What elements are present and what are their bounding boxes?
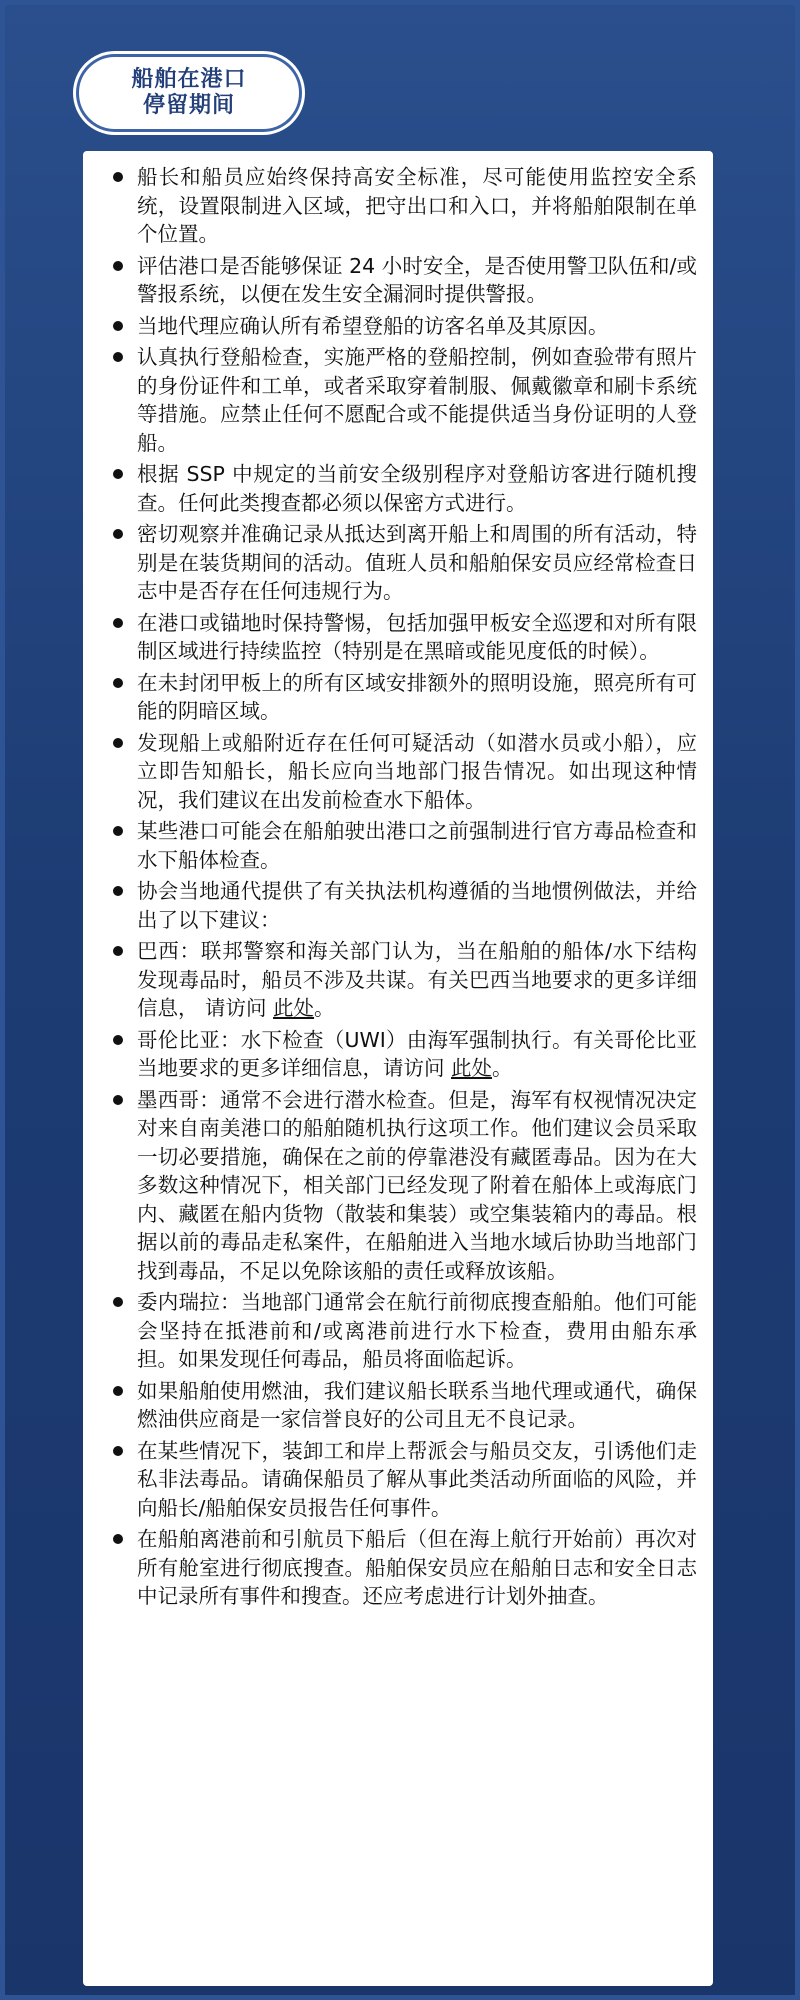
- item-text: 船长和船员应始终保持高安全标准，尽可能使用监控安全系统，设置限制进入区域，把守出口和入口，并将船舶限制在单个位置。: [137, 165, 697, 246]
- list-item: [111, 1377, 697, 1434]
- list-item: [111, 312, 697, 341]
- item-text: 认真执行登船检查，实施严格的登船控制，例如查验带有照片的身份证件和工单，或者采取穿着制服、佩戴徽章和刷卡系统等措施。应禁止任何不愿配合或不能提供适当身份证明的人登船。: [137, 345, 697, 455]
- item-text: 委内瑞拉：当地部门通常会在航行前彻底搜查船舶。他们可能会坚持在抵港前和/或离港前进行水下检查，费用由船东承担。如果发现任何毒品，船员将面临起诉。: [137, 1290, 697, 1371]
- item-text: 评估港口是否能够保证 24 小时安全，是否使用警卫队伍和/或警报系统，以便在发生安全漏洞时提供警报。: [137, 253, 697, 306]
- content-panel: [83, 151, 713, 1986]
- list-item: [111, 1525, 697, 1611]
- list-item: [111, 817, 697, 874]
- list-item: [111, 877, 697, 934]
- item-text: 当地代理应确认所有希望登船的访客名单及其原因。: [137, 313, 609, 338]
- list-item: [111, 1437, 697, 1523]
- item-text: 协会当地通代提供了有关执法机构遵循的当地惯例做法，并给出了以下建议：: [137, 879, 697, 932]
- section-title-badge: [79, 57, 299, 129]
- item-text: 在港口或锚地时保持警惕，包括加强甲板安全巡逻和对所有限制区域进行持续监控（特别是在黑暗或能见度低的时候）。: [137, 610, 697, 663]
- list-item: [111, 163, 697, 249]
- list-item-venezuela: [111, 1288, 697, 1374]
- list-item-brazil: [111, 937, 697, 1023]
- colombia-details-link[interactable]: 此处: [451, 1056, 493, 1080]
- item-text: 巴西：联邦警察和海关部门认为，当在船舶的船体/水下结构发现毒品时，船员不涉及共谋。有关巴西当地要求的更多详细信息， 请访问: [137, 939, 697, 1020]
- item-text: 如果船舶使用燃油，我们建议船长联系当地代理或通代，确保燃油供应商是一家信誉良好的公司且无不良记录。: [137, 1378, 697, 1431]
- item-text: 在船舶离港前和引航员下船后（但在海上航行开始前）再次对所有舱室进行彻底搜查。船舶保安员应在船舶日志和安全日志中记录所有事件和搜查。还应考虑进行计划外抽查。: [137, 1527, 697, 1608]
- list-item: [111, 669, 697, 726]
- item-text: 根据 SSP 中规定的当前安全级别程序对登船访客进行随机搜查。任何此类搜查都必须以保密方式进行。: [137, 462, 697, 515]
- item-text-end: 。: [492, 1056, 513, 1080]
- list-item: [111, 343, 697, 457]
- bullet-list: [111, 163, 697, 1611]
- list-item: [111, 729, 697, 815]
- item-text: 发现船上或船附近存在任何可疑活动（如潜水员或小船），应立即告知船长，船长应向当地部门报告情况。如出现这种情况，我们建议在出发前检查水下船体。: [137, 730, 697, 812]
- list-item: [111, 252, 697, 309]
- item-text: 哥伦比亚：水下检查（UWI）由海军强制执行。有关哥伦比亚当地要求的更多详细信息，请访问: [137, 1027, 697, 1080]
- list-item: [111, 520, 697, 606]
- list-item: [111, 460, 697, 517]
- brazil-details-link[interactable]: 此处: [273, 996, 315, 1020]
- section-title-line2: 停留期间: [142, 93, 235, 118]
- item-text: 密切观察并准确记录从抵达到离开船上和周围的所有活动，特别是在装货期间的活动。值班人员和船舶保安员应经常检查日志中是否存在任何违规行为。: [137, 522, 697, 603]
- section-title-line1: 船舶在港口: [131, 67, 247, 92]
- list-item-colombia: [111, 1026, 697, 1083]
- item-text: 在某些情况下，装卸工和岸上帮派会与船员交友，引诱他们走私非法毒品。请确保船员了解从事此类活动所面临的风险，并向船长/船舶保安员报告任何事件。: [137, 1438, 697, 1520]
- list-item-mexico: [111, 1086, 697, 1286]
- item-text: 在未封闭甲板上的所有区域安排额外的照明设施，照亮所有可能的阴暗区域。: [137, 670, 697, 723]
- list-item: [111, 609, 697, 666]
- item-text: 某些港口可能会在船舶驶出港口之前强制进行官方毒品检查和水下船体检查。: [137, 819, 697, 872]
- item-text: 墨西哥：通常不会进行潜水检查。但是，海军有权视情况决定对来自南美港口的船舶随机执行这项工作。他们建议会员采取一切必要措施，确保在之前的停靠港没有藏匿毒品。因为在大多数这种情况下，相关部门已经发现了附着在船体上或海底门内、藏匿在船内货物（散装和集装）或空集装箱内的毒品。根据以前的毒品走私案件，在船舶进入当地水域后协助当地部门找到毒品，不足以免除该船的责任或释放该船。: [137, 1087, 697, 1283]
- item-text-end: 。: [314, 996, 335, 1020]
